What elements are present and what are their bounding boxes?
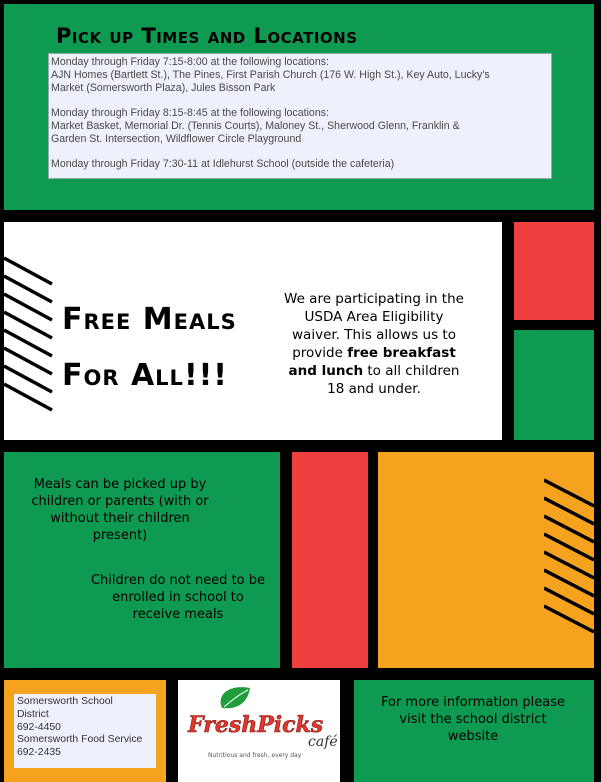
logo-cafe: café	[308, 734, 338, 750]
schedule1-line2: Market (Somersworth Plaza), Jules Bisson Park	[51, 82, 276, 94]
red-tile-top	[514, 222, 594, 320]
pickup-section	[4, 4, 594, 210]
pickup-note: Meals can be picked up by children or parents (with or without their children present)	[31, 477, 209, 543]
schedule-box	[48, 53, 552, 179]
schedule2-line1: Market Basket, Memorial Dr. (Tennis Courts), Maloney St., Sherwood Glenn, Franklin &	[51, 120, 460, 132]
waiver-intro: We are participating in the USDA Area Eligibility waiver. This allows us to provide	[284, 291, 464, 361]
contact-line1: Somersworth School	[17, 696, 113, 707]
waiver-bold: free breakfast and lunch	[288, 345, 456, 379]
stripes-decoration-left	[4, 250, 60, 420]
headline-line1: Free Meals	[62, 302, 237, 337]
waiver-tail: to all children 18 and under.	[327, 363, 460, 397]
orange-tile	[378, 452, 594, 668]
contact-line5: 692-2435	[17, 747, 61, 759]
notes-section	[4, 452, 280, 668]
headline-line2: For All!!!	[62, 358, 228, 393]
contact-line3: 692-4450	[17, 721, 61, 733]
red-tile-middle	[292, 452, 368, 668]
contact-section	[4, 680, 166, 782]
green-tile-right	[514, 330, 594, 440]
info-section	[354, 680, 594, 782]
pickup-title: Pick up Times and Locations	[56, 24, 358, 48]
schedule3: Monday through Friday 7:30-11 at Idlehurst School (outside the cafeteria)	[51, 158, 395, 170]
schedule2-heading: Monday through Friday 8:15-8:45 at the following locations:	[51, 107, 329, 119]
enroll-note: Children do not need to be enrolled in school to receive meals	[90, 573, 266, 622]
schedule1-line1: AJN Homes (Bartlett St.), The Pines, First Parish Church (176 W. High St.), Key Auto, Lucky's	[51, 69, 490, 81]
schedule2-line2: Garden St. Intersection, Wildflower Circle Playground	[51, 133, 302, 145]
contact-line2: District	[17, 708, 49, 720]
info-text: For more information please visit the school district website	[380, 695, 565, 744]
contact-box	[14, 694, 156, 768]
free-meals-banner	[4, 222, 502, 440]
stripes-decoration-right	[544, 478, 594, 646]
freshpicks-logo	[178, 680, 340, 782]
headline	[62, 292, 237, 404]
logo-tagline: Nutritious and fresh, every day	[208, 752, 302, 759]
schedule1-heading: Monday through Friday 7:15-8:00 at the following locations:	[51, 56, 329, 68]
logo-section	[178, 680, 340, 782]
waiver-text	[282, 290, 466, 398]
contact-line4: Somersworth Food Service	[17, 734, 143, 746]
logo-wordmark: FreshPicks	[188, 712, 324, 738]
